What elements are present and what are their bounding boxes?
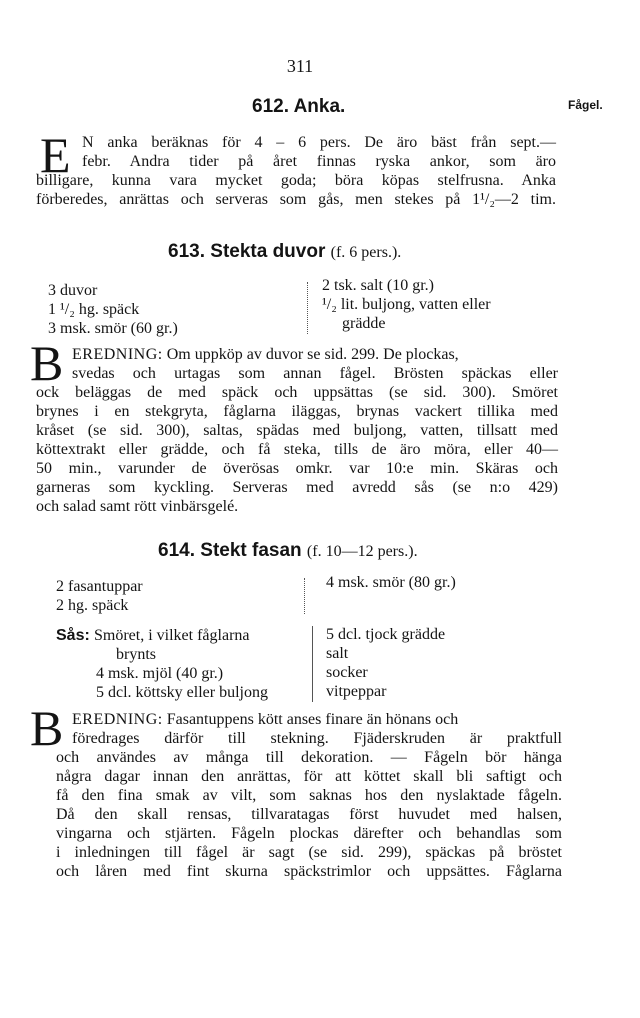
- recipe-title: Stekta duvor: [210, 241, 326, 262]
- sauce-ingredient: 5 dcl. köttsky eller buljong: [96, 684, 268, 701]
- ingredient: 4 msk. smör (80 gr.): [326, 574, 456, 591]
- ingredient: 2 tsk. salt (10 gr.): [322, 277, 434, 294]
- text-line: [72, 710, 458, 729]
- text-line: brynes i en stekgryta, fåglarna iläggas, brynas vackert tillika med: [36, 403, 558, 420]
- text-line: svedas och urtagas som annan fågel. Brösten späckas eller: [72, 365, 558, 382]
- column-divider: [307, 282, 308, 334]
- lead-word: EREDNING:: [72, 346, 163, 363]
- recipe-title: Anka.: [293, 96, 346, 117]
- text-line: och låren med fint skurna späckstrimlor och uppsättes. Fåglarna: [56, 863, 562, 880]
- lead-word: EREDNING:: [72, 711, 163, 728]
- recipe-number: 613.: [168, 241, 205, 262]
- sauce-ingredient: 4 msk. mjöl (40 gr.): [96, 665, 224, 682]
- recipe-613-heading: [168, 241, 401, 263]
- text-line: vingarna och stjärten. Fågeln plockas därefter och behandlas som: [56, 825, 562, 842]
- text-line: N anka beräknas för 4 – 6 pers. De äro bäst från sept.—: [82, 134, 556, 151]
- text-line: i inledningen till fågel är sagt (se sid. 299), späckas på bröstet: [56, 844, 562, 861]
- lead-line: Fasantuppens kött anses finare än hönans och: [166, 711, 459, 728]
- text-line: några dagar innan den anrättas, för att köttet skall bli saftigt och: [56, 768, 562, 785]
- drop-cap: B: [30, 335, 64, 391]
- side-heading: Fågel.: [568, 98, 603, 112]
- ingredient: 2 fasantuppar: [56, 578, 143, 595]
- sauce-label: Sås:: [56, 627, 90, 644]
- text-line: ock beläggas de med späck och uppsättas (se sid. 300). Smöret: [36, 384, 558, 401]
- text-line: och användes av många till dekoration. — Fågeln bör hänga: [56, 749, 562, 766]
- sauce-ingredient: socker: [326, 664, 368, 681]
- sauce-ingredient: brynts: [116, 646, 156, 663]
- ingredient: 2 hg. späck: [56, 597, 129, 614]
- text-line: och salad samt rött vinbärsgelé.: [36, 498, 239, 515]
- recipe-servings: (f. 6 pers.).: [330, 244, 402, 261]
- column-divider: [304, 578, 305, 614]
- page-number: 311: [286, 56, 314, 76]
- text-line: febr. Andra tider på året finnas ryska ankor, som äro: [82, 153, 556, 170]
- text-line: föredrages därför till stekning. Fjäderskruden är praktfull: [72, 730, 562, 747]
- text-line: Då den skall rensas, tillvaratagas först huvudet med halsen,: [56, 806, 562, 823]
- column-divider: [312, 626, 313, 702]
- sauce-ingredient: Smöret, i vilket fåglarna: [94, 627, 250, 644]
- ingredient: 3 msk. smör (60 gr.): [48, 320, 178, 337]
- drop-cap: B: [30, 700, 64, 756]
- recipe-number: 614.: [158, 540, 195, 561]
- text-line: billigare, kunna vara mycket goda; böra köpas stelfrusna. Anka: [36, 172, 556, 189]
- text-line: [72, 345, 459, 364]
- text-line: kråset (se sid. 300), saltas, spädas med buljong, vatten, tillsatt med: [36, 422, 558, 439]
- recipe-614-heading: [158, 540, 418, 562]
- recipe-612-heading: [252, 96, 345, 118]
- drop-cap: E: [40, 127, 71, 183]
- text-line: 50 min., varunder de överösas omkr. var 10:e min. Skäras och: [36, 460, 558, 477]
- ingredient: ¹/₂ lit. buljong, vatten eller: [322, 296, 491, 313]
- text-line: förberedes, anrättas och serveras som gås, men stekes på 1¹/₂—2 tim.: [36, 191, 556, 208]
- text-line: köttextrakt eller grädde, och få steka, tills de äro möra, eller 40—: [36, 441, 558, 458]
- text-line: garneras som kyckling. Serveras med avredd sås (se n:o 429): [36, 479, 558, 496]
- text-line: få den fina smak av vilt, som saknas hos den nyslaktade fågeln.: [56, 787, 562, 804]
- sauce-ingredient: vitpeppar: [326, 683, 387, 700]
- recipe-servings: (f. 10—12 pers.).: [306, 543, 418, 560]
- lead-line: Om uppköp av duvor se sid. 299. De plockas,: [166, 346, 459, 363]
- sauce-ingredient: 5 dcl. tjock grädde: [326, 626, 446, 643]
- recipe-number: 612.: [252, 96, 289, 117]
- sauce-ingredient: salt: [326, 645, 349, 662]
- ingredient: 3 duvor: [48, 282, 98, 299]
- ingredient: 1 ¹/₂ hg. späck: [48, 301, 140, 318]
- ingredient: grädde: [342, 315, 386, 332]
- recipe-title: Stekt fasan: [200, 540, 302, 561]
